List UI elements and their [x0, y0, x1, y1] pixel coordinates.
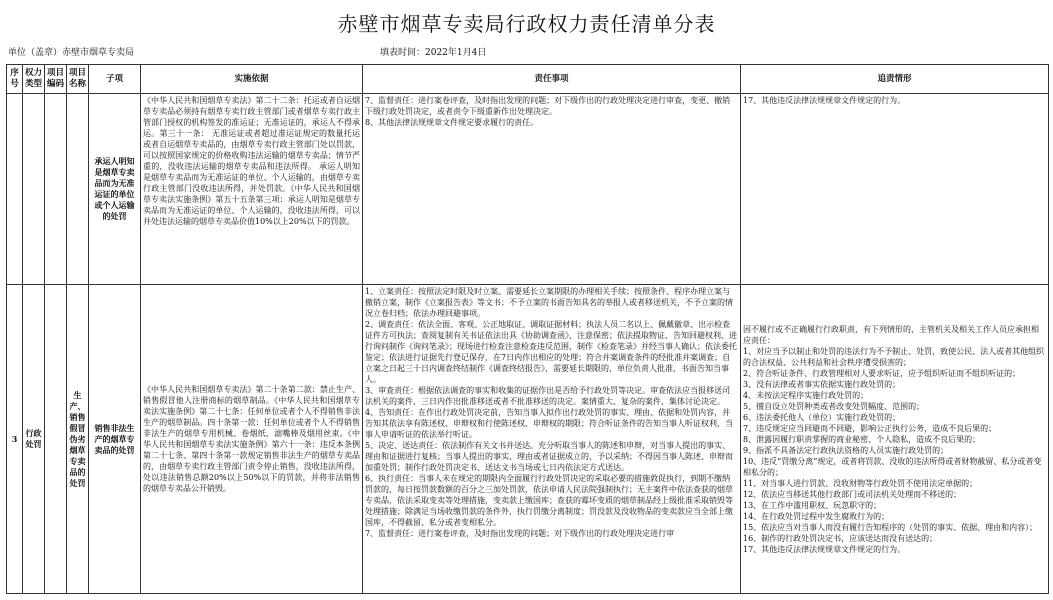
pursue-item: 13、在工作中滥用职权、玩忽职守的； — [743, 500, 882, 510]
table-row — [7, 285, 1049, 594]
pursue-item: 14、在行政处罚过程中发生腐败行为的； — [743, 511, 890, 521]
duty-item: 3、审查责任：根据依法调查的事实和收集的证据作出是否给予行政处罚等决定。审查依法应当报移送司法机关的案件，三日内作出批准移送或者不批准移送的决定。案情重大、复杂的案件，集体讨论决定。 4、告知责任：在作出行政处罚决定前，告知当事人拟作出行政处罚的事实、理由、依据和处罚内容，并告知其依法享有陈述权、申辩权和行使陈述权、申辩权的期限；符合听证条件的告知当事人听证权利，当事人申请听证的依法举行听证。 — [365, 386, 733, 439]
row2-pursue — [741, 285, 1049, 594]
row1-type — [23, 94, 45, 285]
header-basis: 实施依据 — [141, 65, 363, 94]
unit-label: 单位（盖章）赤壁市烟草专卖局 — [8, 48, 135, 58]
row1-seq — [7, 94, 23, 285]
row2-basis: 《中华人民共和国烟草专卖法》第二十条第二款：禁止生产、销售假冒他人注册商标的烟草制品。《中华人民共和国烟草专卖法实施条例》第二十七条：任何单位或者个人不得销售非法生产的烟草制品。四十条第一款：任何单位或者个人不得销售非法生产的烟草专用机械、卷烟纸、滤嘴棒及烟用丝束。《中华人民共和国烟草专卖法实施条例》第六十一条：违反本条例第二十七条、第四十条第一款规定销售非法生产的烟草专卖品的，由烟草专卖行政主管部门责令停止销售，没收违法所得，处以违法销售总额20%以上50%以下的罚款，并将非法销售的烟草专卖品公开销毁。 — [141, 285, 363, 594]
header-seq: 序号 — [7, 65, 23, 94]
pursue-item: 4、未按法定程序实施行政处罚的； — [743, 390, 869, 400]
row1-pursue: 17、其他违反法律法规规章文件规定的行为。 — [741, 94, 1049, 285]
row2-seq: 3 — [7, 285, 23, 594]
pursue-item: 12、依法应当移送其他行政部门或司法机关处理而不移送的； — [743, 489, 962, 499]
duty-item: 7、监督责任：进行案卷评查，及时指出发现的问题；对下级作出的行政处理决定进行审 — [365, 529, 675, 538]
pursue-item: 16、制作的行政处罚决定书，应该送达而没有送达的； — [743, 533, 938, 543]
pursue-item: 11、对当事人进行罚款、没收财物等行政处罚不使用法定单据的； — [743, 478, 978, 488]
row1-basis: 《中华人民共和国烟草专卖法》第二十二条：托运或者自运烟草专卖品必须持有烟草专卖行政主管部门或者烟草专卖行政主管部门授权的机构签发的准运证；无准运证的，承运人不得承运。第三十一条： 无准运证或者超过准运证规定的数量托运或者自运烟草专卖品的，由烟草专卖行政主管部门处以罚款，可以按照国家规定的价格收购违法运输的烟草专卖品；情节严重的，没收违法运输的烟草专卖品和违法所得。 承运人明知是烟草专卖品而为无准运证的单位、个人运输的，由烟草专卖行政主管部门没收违法所得，并处罚款。《中华人民共和国烟草专卖法实施条例》第五十五条第三项：承运人明知是烟草专卖品而为无准运证的单位、个人运输的，没收违法所得，可以并处违法运输的烟草专卖品价值10%以上20%以下的罚款。 — [141, 94, 363, 285]
pursue-item: 6、违法委托他人（单位）实施行政处罚的； — [743, 412, 901, 422]
pursue-item: 1、对应当予以制止和处罚的违法行为不予制止、处罚，致使公民、法人或者其他组织的合法权益、公共利益和社会秩序遭受损害的； — [743, 346, 1045, 367]
header-row — [7, 65, 1049, 94]
header-name: 项目名称 — [67, 65, 89, 94]
row1-code — [45, 94, 67, 285]
pursue-item: 15、依法应当对当事人而没有履行告知程序的（处罚的事实、依据、理由和内容）； — [743, 522, 1038, 532]
duty-item: 5、决定、送达责任：依法制作有关文书并送达。充分听取当事人的陈述和申辩，对当事人提出的事实、理由和证据进行复核；当事人提出的事实、理由或者证据成立的，予以采纳；不得因当事人陈述、申辩而加重处罚；制作行政处罚决定书、送达文书当场或七日内依法定方式送达。 — [365, 441, 733, 472]
row2-type: 行政处罚 — [23, 285, 45, 594]
page-title: 赤壁市烟草专卖局行政权力责任清单分表 — [337, 12, 716, 36]
table-row — [7, 94, 1049, 285]
fill-time: 填表时间：2022年1月4日 — [380, 48, 487, 58]
pursue-item: 7、违反规定应当回避而不回避，影响公正执行公务，造成不良后果的； — [743, 423, 997, 433]
pursue-item: 3、没有法律或者事实依据实施行政处罚的； — [743, 379, 901, 389]
responsibility-table — [6, 64, 1049, 594]
row2-name: 生产、销售假冒伪劣烟草专卖品的处罚 — [67, 285, 89, 594]
header-pursue: 追责情形 — [741, 65, 1049, 94]
header-sub: 子项 — [89, 65, 141, 94]
duty-item: 1、立案责任：按照法定时限及时立案、需要延长立案期限的办理相关手续；按照条件、程序办理立案与撤销立案，制作《立案报告表》等文书；不予立案的书面告知具名的举报人或者移送机关，不予立案的情况立卷归档；依法办理回避事项。 — [365, 287, 733, 318]
row1-sub: 承运人明知是烟草专卖品而为无准运证的单位或个人运输的处罚 — [89, 94, 141, 285]
pursue-item: 2、符合听证条件、行政管理相对人要求听证，应予组织听证而不组织听证的； — [743, 368, 1021, 378]
row2-duty — [363, 285, 741, 594]
duty-item: 6、执行责任：当事人未在规定的期限内全面履行行政处罚决定的采取必要的措施敦促执行，到期不缴纳罚款的，每日按罚款数额的百分之三加处罚款，依法申请人民法院强制执行；无主案件中依法查获的烟草专卖品，依法采取变卖等处理措施，变卖款上缴国库；查获的霉坏变质的烟草制品经上级批准采取销毁等处理措施；除满足当场收缴罚款的条件外，执行罚缴分离制度；罚没款及没收物品的变卖款应当全部上缴国库，不得截留、私分或者变相私分。 — [365, 474, 733, 527]
row1-duty-text: 7、监督责任：进行案卷评查，及时指出发现的问题；对下级作出的行政处理决定进行审查，变更、撤销下级行政处罚决定，或者责令下级重新作出处理决定。 8、其他法律法规规章文件规定要求履行的责任。 — [365, 96, 731, 127]
pursue-item: 10、违反“罚缴分离”规定，或者将罚款、没收的违法所得或者财物截留、私分或者变相私分的； — [743, 456, 1042, 477]
pursue-item: 9、指派不具备法定行政执法资格的人员实施行政处罚的； — [743, 445, 949, 455]
row1-name — [67, 94, 89, 285]
header-type: 权力类型 — [23, 65, 45, 94]
pursue-item: 8、泄露因履行职责掌握的商业秘密、个人隐私，造成不良后果的； — [743, 434, 981, 444]
pursue-item: 5、擅自设立处罚种类或者改变处罚幅度、范围的； — [743, 401, 925, 411]
row2-code — [45, 285, 67, 594]
header-code: 项目编码 — [45, 65, 67, 94]
header-duty: 责任事项 — [363, 65, 741, 94]
pursue-item: 因不履行或不正确履行行政职责，有下列情形的，主管机关及相关工作人员应承担相应责任： — [743, 324, 1039, 345]
row2-sub: 销售非法生产的烟草专卖品的处罚 — [89, 285, 141, 594]
row1-duty — [363, 94, 741, 285]
pursue-item: 17、其他违反法律法规规章文件规定的行为。 — [743, 544, 906, 554]
duty-item: 2、调查责任：依法全面、客观、公正地取证、调取证据材料；执法人员二名以上、佩戴徽章、出示检查证件方可执法；查阅复制有关书证依法出具《协助调查函》，注意保密；依法提取物证、告知回避权利、进行询问制作《询问笔录》；现场进行检查注意检查违反范围，制作《检查笔录》并经当事人确认；依法委托鉴定；依法进行证据先行登记保存，在7日内作出相应的处理；符合并案调查条件的经批准并案调查；自立案之日起三十日内调查终结制作《调查终结报告》，需要延长期限的，单位负责人批准，书面告知当事人。 — [365, 320, 737, 384]
